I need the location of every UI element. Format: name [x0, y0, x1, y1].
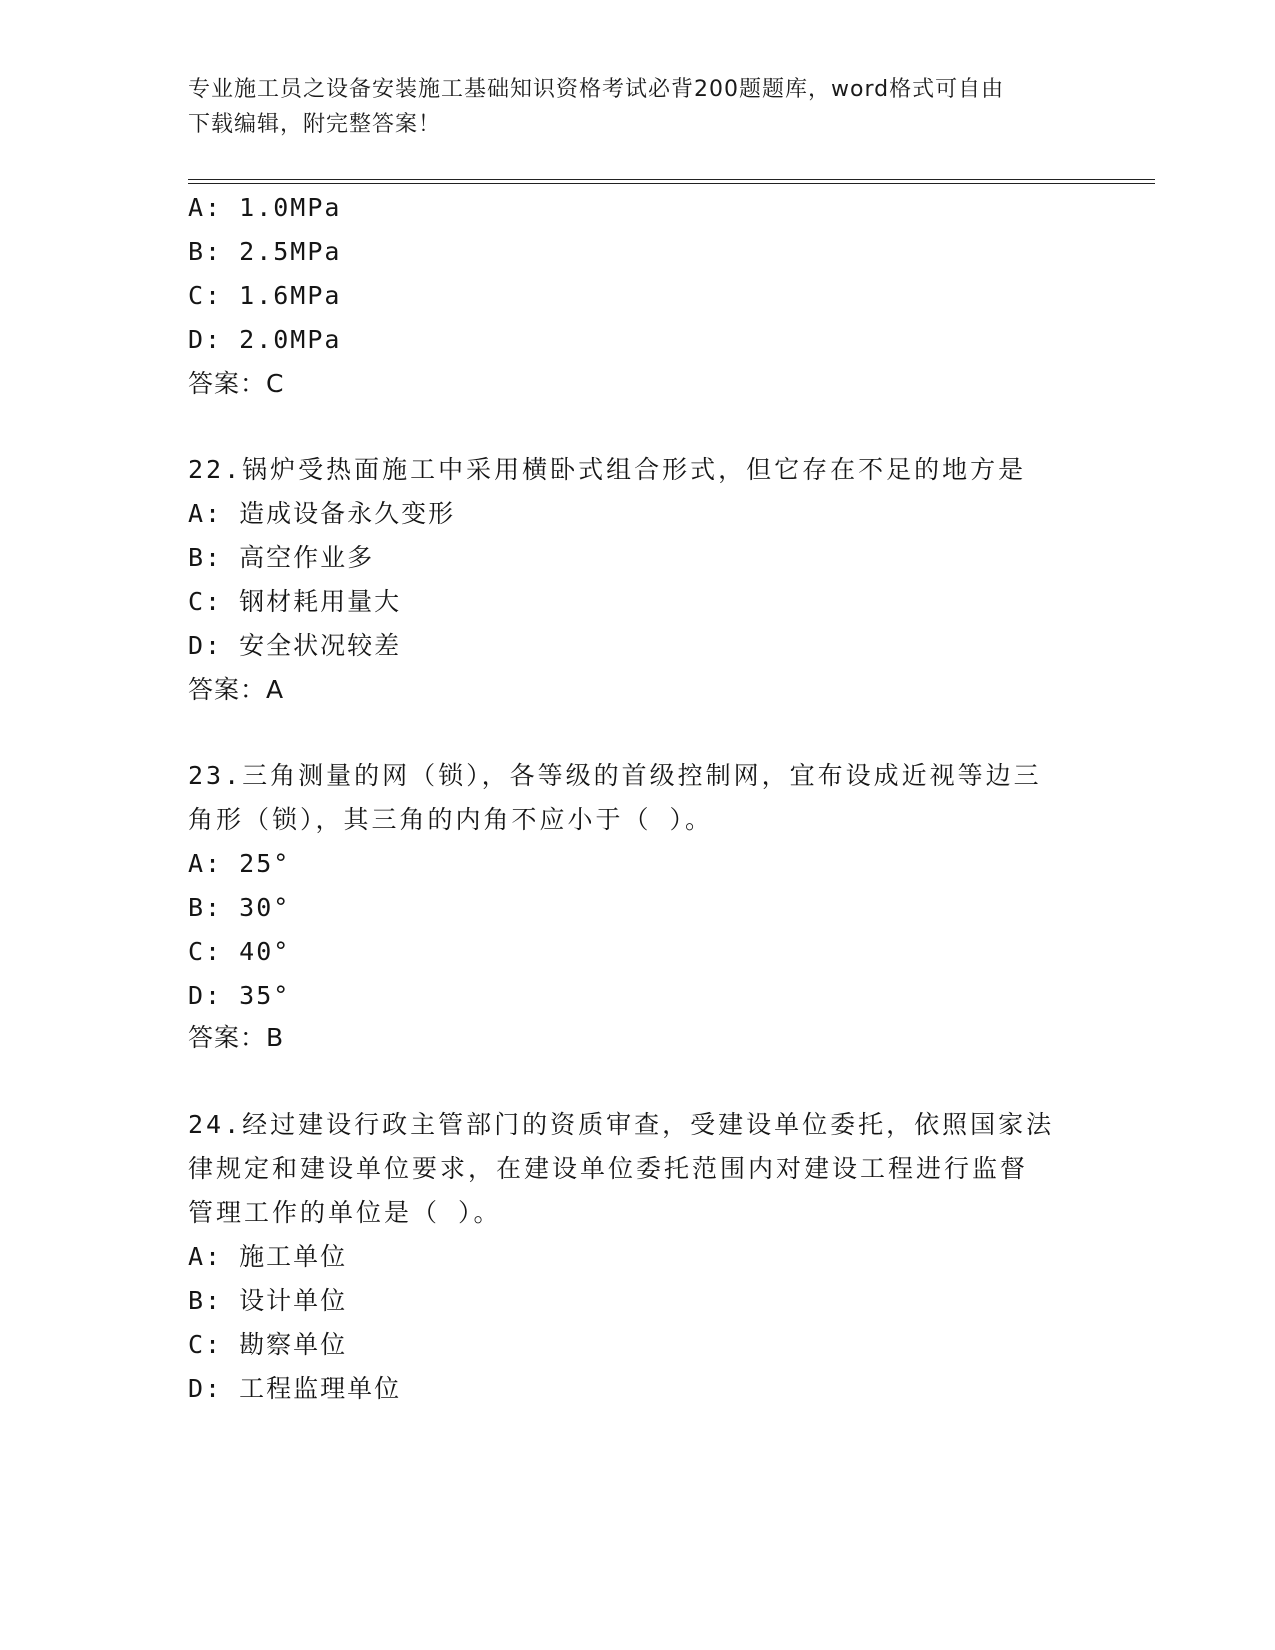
- question-text: 22.锅炉受热面施工中采用横卧式组合形式，但它存在不足的地方是: [188, 455, 1027, 484]
- option-c: C: 40°: [188, 937, 291, 966]
- question-text-line-1: 23.三角测量的网（锁），各等级的首级控制网，宜布设成近视等边三: [188, 761, 1042, 790]
- option-c: C: 勘察单位: [188, 1330, 348, 1359]
- question-text-line-1: 24.经过建设行政主管部门的资质审查，受建设单位委托，依照国家法: [188, 1110, 1055, 1139]
- option-d: D: 35°: [188, 981, 291, 1010]
- question-text-line-2: 律规定和建设单位要求，在建设单位委托范围内对建设工程进行监督: [188, 1154, 1029, 1183]
- option-a: A: 施工单位: [188, 1242, 348, 1271]
- option-b: B: 2.5MPa: [188, 237, 342, 266]
- header-divider-bottom: [188, 183, 1155, 184]
- option-a: A: 1.0MPa: [188, 193, 342, 222]
- question-text-line-3: 管理工作的单位是（ ）。: [188, 1198, 502, 1227]
- option-b: B: 高空作业多: [188, 543, 375, 572]
- option-b: B: 30°: [188, 893, 291, 922]
- header-line-2: 下载编辑，附完整答案！: [188, 112, 442, 137]
- answer: 答案：B: [188, 1023, 285, 1052]
- option-d: D: 工程监理单位: [188, 1374, 402, 1403]
- header-line-1: 专业施工员之设备安装施工基础知识资格考试必背200题题库，word格式可自由: [188, 77, 1005, 102]
- document-header: [188, 72, 1078, 142]
- option-b: B: 设计单位: [188, 1286, 348, 1315]
- answer: 答案：A: [188, 675, 285, 704]
- question-text-line-2: 角形（锁），其三角的内角不应小于（ ）。: [188, 805, 714, 834]
- option-c: C: 钢材耗用量大: [188, 587, 402, 616]
- option-a: A: 造成设备永久变形: [188, 499, 456, 528]
- option-d: D: 安全状况较差: [188, 631, 402, 660]
- header-divider-top: [188, 179, 1155, 180]
- option-d: D: 2.0MPa: [188, 325, 342, 354]
- option-a: A: 25°: [188, 849, 291, 878]
- answer: 答案：C: [188, 369, 285, 398]
- option-c: C: 1.6MPa: [188, 281, 342, 310]
